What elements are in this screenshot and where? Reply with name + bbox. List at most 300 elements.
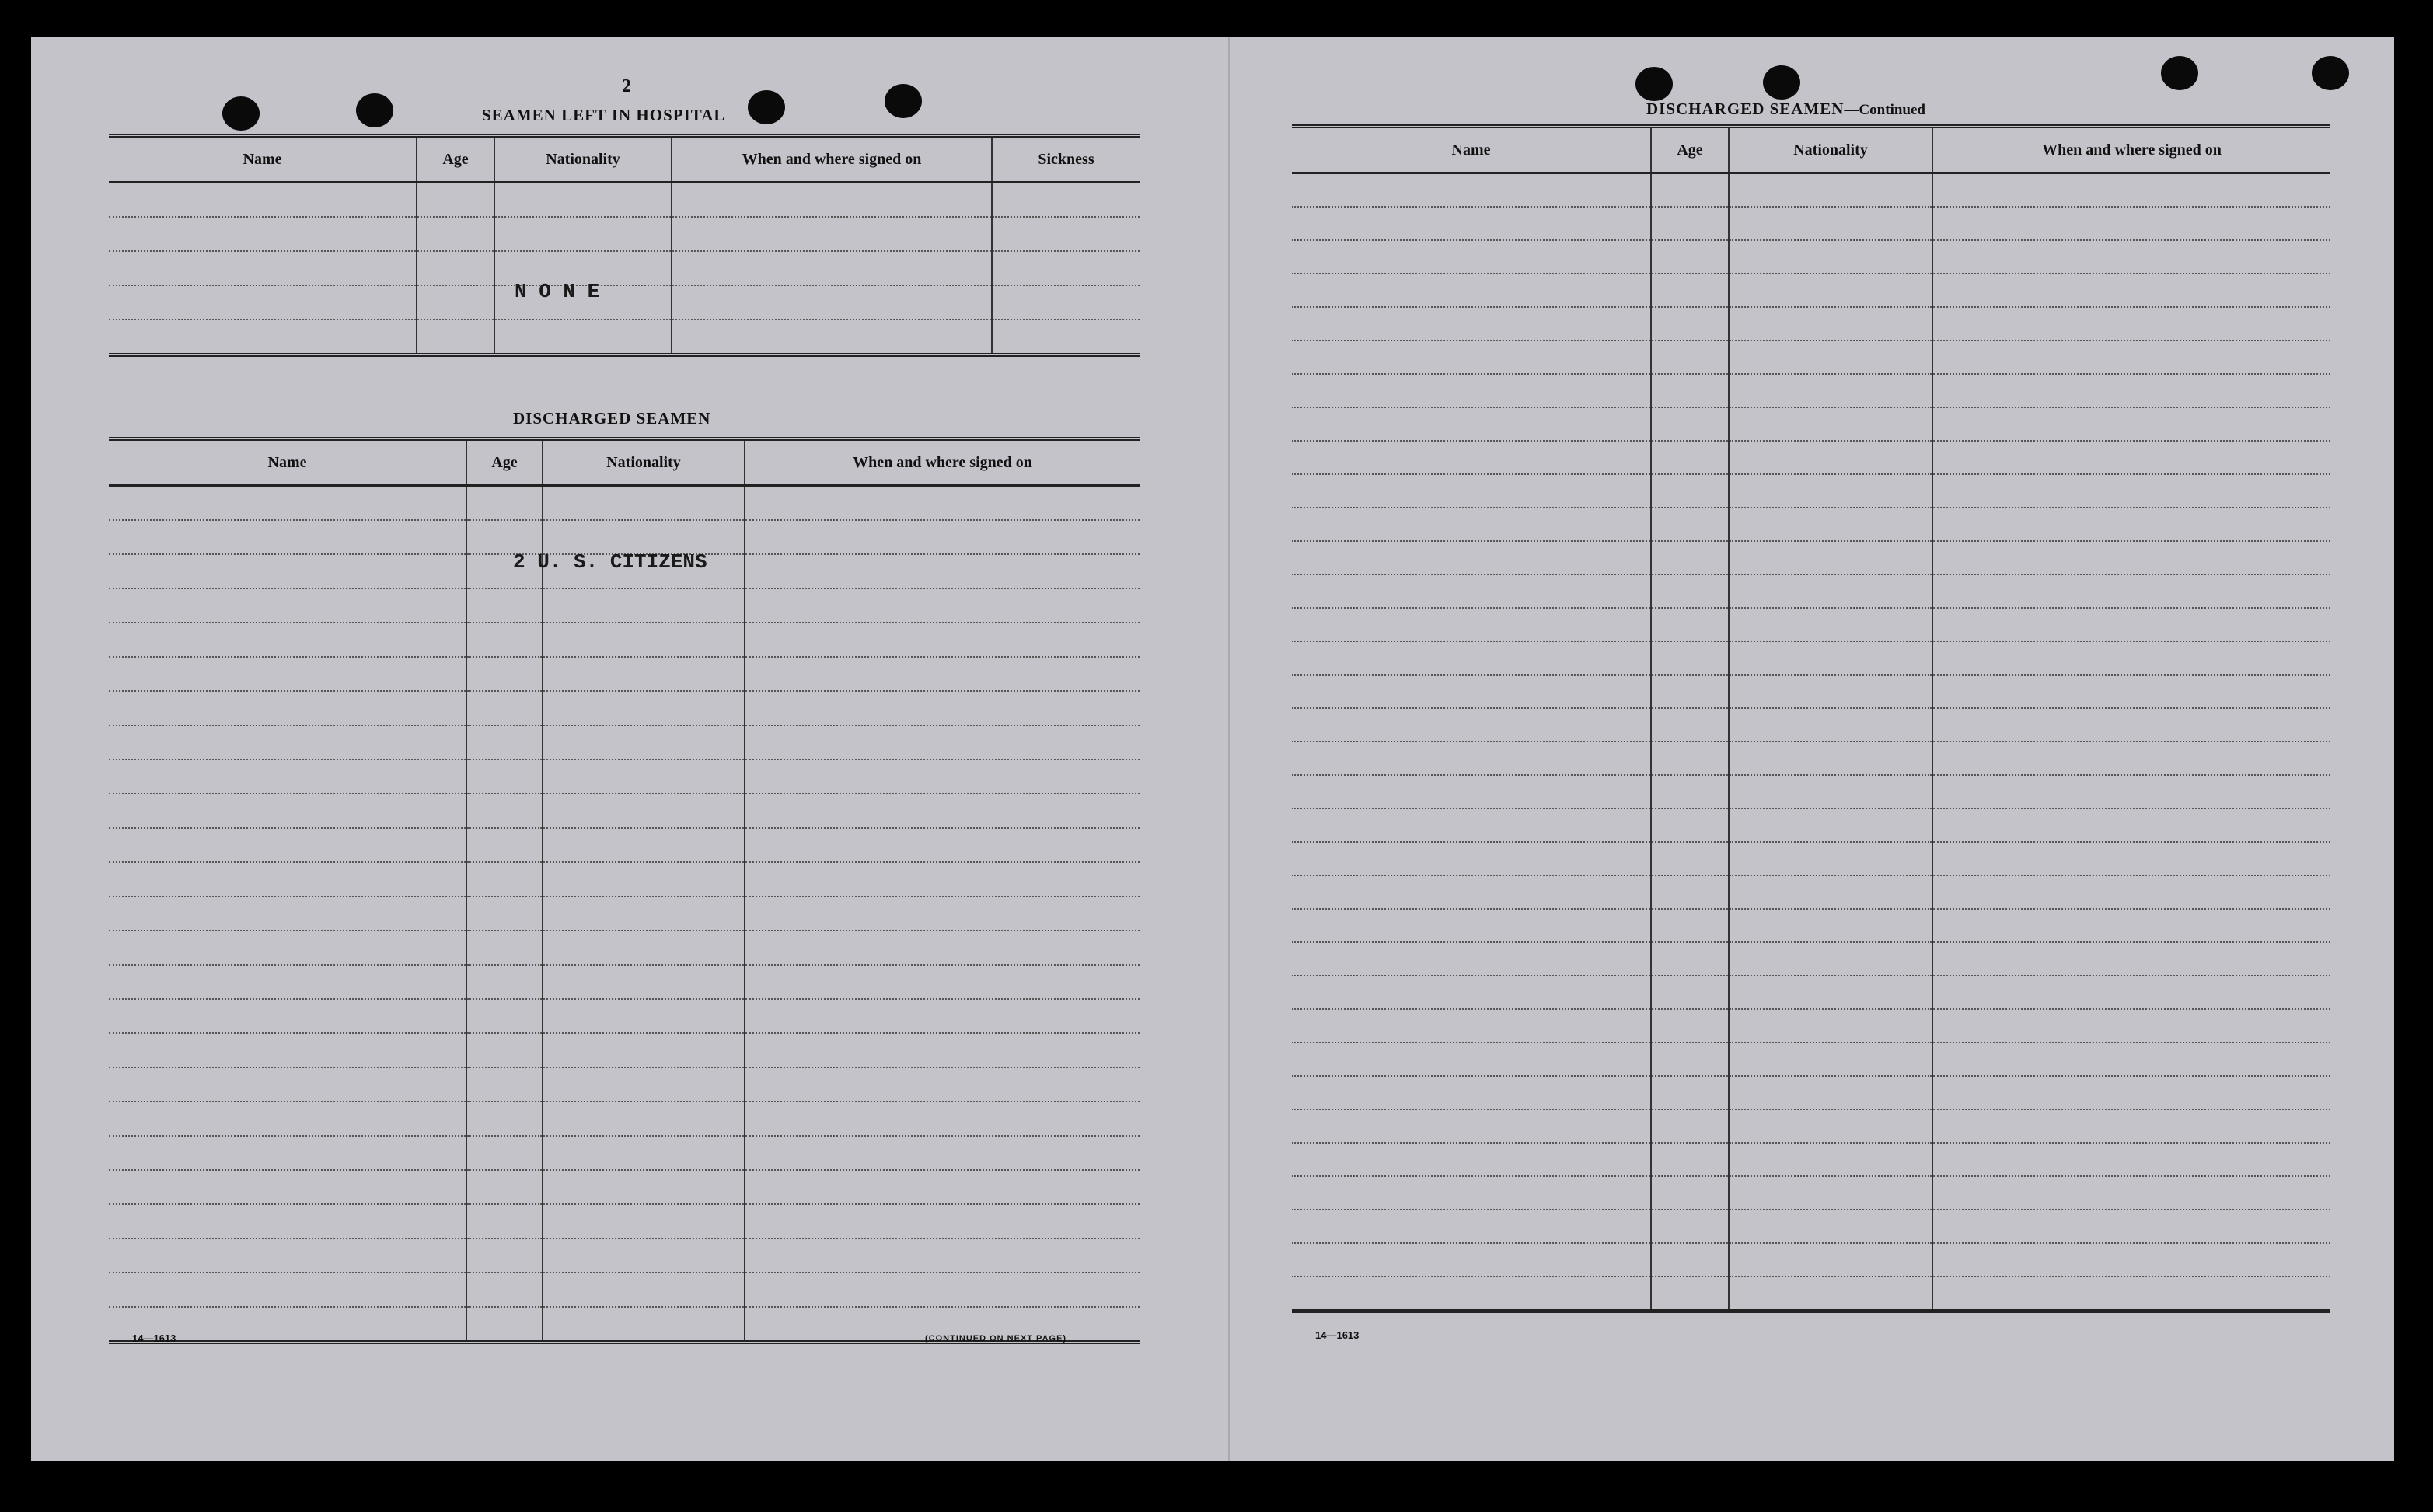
table-cell — [466, 725, 543, 759]
table-cell — [109, 657, 466, 691]
table-cell — [745, 931, 1140, 965]
table-cell — [417, 183, 494, 218]
table-cell — [543, 1136, 745, 1170]
table-cell — [109, 1102, 466, 1136]
table-row — [109, 251, 1140, 285]
table-cell — [1292, 441, 1651, 474]
table-row — [1292, 1276, 2330, 1311]
table-cell — [466, 1033, 543, 1067]
table-cell — [745, 486, 1140, 521]
table-row — [109, 1136, 1140, 1170]
table-cell — [417, 285, 494, 320]
table-cell — [1292, 976, 1651, 1009]
table-cell — [109, 217, 417, 251]
table-row — [1292, 407, 2330, 441]
table-cell — [543, 1238, 745, 1273]
table-cell — [1292, 608, 1651, 641]
table-cell — [1292, 1009, 1651, 1042]
table-cell — [1932, 742, 2330, 775]
table-cell — [543, 896, 745, 931]
table-cell — [109, 1238, 466, 1273]
table-cell — [1729, 307, 1932, 340]
table-cell — [1292, 1076, 1651, 1109]
table-cell — [1932, 541, 2330, 574]
table-cell — [109, 251, 417, 285]
table-cell — [1932, 1143, 2330, 1176]
right-title-main: DISCHARGED SEAMEN — [1646, 100, 1845, 118]
table-cell — [1292, 340, 1651, 374]
table-cell — [109, 1273, 466, 1307]
table-cell — [466, 1273, 543, 1307]
table-cell — [1292, 541, 1651, 574]
table-row — [1292, 1143, 2330, 1176]
table-cell — [1729, 875, 1932, 909]
table-cell — [1729, 1042, 1932, 1076]
table-row — [109, 1102, 1140, 1136]
table-cell — [1932, 708, 2330, 742]
table-cell — [543, 965, 745, 999]
table-row — [1292, 976, 2330, 1009]
punch-hole — [748, 90, 785, 124]
table-cell — [1729, 641, 1932, 675]
table-row — [109, 794, 1140, 828]
table-cell — [543, 1067, 745, 1102]
table-cell — [1729, 340, 1932, 374]
column-header: When and where signed on — [672, 136, 992, 183]
table-row — [109, 285, 1140, 320]
table-row — [1292, 474, 2330, 508]
table-cell — [543, 759, 745, 794]
table-cell — [1932, 307, 2330, 340]
hospital-table — [109, 134, 1140, 357]
table-cell — [109, 320, 417, 355]
right-table-header — [1292, 127, 2330, 173]
table-cell — [466, 588, 543, 623]
table-cell — [1651, 1042, 1729, 1076]
table-row — [1292, 173, 2330, 208]
table-row — [109, 486, 1140, 521]
table-row — [1292, 875, 2330, 909]
table-cell — [1292, 742, 1651, 775]
table-row — [1292, 340, 2330, 374]
table-cell — [543, 999, 745, 1033]
table-cell — [1729, 1109, 1932, 1143]
table-cell — [1292, 808, 1651, 842]
column-header: Age — [417, 136, 494, 183]
table-cell — [1651, 340, 1729, 374]
table-cell — [109, 931, 466, 965]
table-row — [1292, 1109, 2330, 1143]
table-row — [109, 217, 1140, 251]
table-row — [1292, 240, 2330, 274]
table-cell — [1932, 1009, 2330, 1042]
table-cell — [992, 183, 1140, 218]
table-row — [1292, 307, 2330, 340]
table-cell — [466, 999, 543, 1033]
table-cell — [1729, 608, 1932, 641]
table-cell — [1651, 708, 1729, 742]
table-cell — [1729, 240, 1932, 274]
table-cell — [1292, 842, 1651, 875]
table-row — [109, 183, 1140, 218]
table-cell — [109, 1136, 466, 1170]
table-cell — [1651, 909, 1729, 942]
table-cell — [1292, 909, 1651, 942]
table-row — [1292, 1176, 2330, 1210]
table-cell — [1292, 942, 1651, 976]
table-cell — [1729, 508, 1932, 541]
table-row — [109, 657, 1140, 691]
table-cell — [466, 691, 543, 725]
table-cell — [1729, 675, 1932, 708]
table-cell — [109, 520, 466, 554]
table-cell — [466, 1170, 543, 1204]
column-header: Age — [1651, 127, 1729, 173]
discharged-section-title: DISCHARGED SEAMEN — [513, 409, 711, 428]
column-header: When and where signed on — [745, 439, 1140, 486]
table-cell — [466, 828, 543, 862]
table-cell — [1932, 474, 2330, 508]
table-cell — [1292, 641, 1651, 675]
table-cell — [1292, 1176, 1651, 1210]
table-cell — [1729, 1276, 1932, 1311]
table-cell — [1932, 1243, 2330, 1276]
table-cell — [1932, 173, 2330, 208]
table-cell — [745, 1238, 1140, 1273]
form-number: 14—1613 — [132, 1332, 176, 1344]
table-row — [109, 862, 1140, 896]
table-row — [1292, 909, 2330, 942]
table-row — [109, 931, 1140, 965]
table-row — [1292, 641, 2330, 675]
table-cell — [1932, 976, 2330, 1009]
table-cell — [1932, 842, 2330, 875]
table-cell — [543, 1033, 745, 1067]
table-cell — [543, 862, 745, 896]
table-cell — [1651, 808, 1729, 842]
table-cell — [1292, 307, 1651, 340]
table-cell — [417, 251, 494, 285]
table-cell — [1932, 441, 2330, 474]
table-cell — [1932, 1109, 2330, 1143]
table-row — [109, 623, 1140, 657]
table-cell — [1729, 976, 1932, 1009]
table-cell — [1651, 675, 1729, 708]
table-cell — [1292, 1276, 1651, 1311]
column-header: Nationality — [1729, 127, 1932, 173]
column-header: Name — [109, 136, 417, 183]
table-cell — [1651, 641, 1729, 675]
table-cell — [466, 1102, 543, 1136]
table-row — [1292, 708, 2330, 742]
table-cell — [745, 1102, 1140, 1136]
table-cell — [1292, 574, 1651, 608]
table-cell — [1932, 909, 2330, 942]
table-cell — [1729, 742, 1932, 775]
table-cell — [1651, 976, 1729, 1009]
table-row — [109, 1033, 1140, 1067]
table-cell — [672, 285, 992, 320]
table-cell — [109, 862, 466, 896]
table-cell — [1729, 574, 1932, 608]
table-cell — [109, 896, 466, 931]
table-cell — [745, 965, 1140, 999]
table-cell — [1932, 374, 2330, 407]
table-cell — [1292, 1143, 1651, 1176]
table-cell — [543, 1204, 745, 1238]
table-cell — [1651, 1076, 1729, 1109]
table-cell — [672, 217, 992, 251]
right-page — [1228, 37, 2396, 1461]
table-cell — [1932, 274, 2330, 307]
table-cell — [1932, 775, 2330, 808]
table-cell — [466, 931, 543, 965]
table-cell — [1729, 775, 1932, 808]
table-cell — [109, 828, 466, 862]
table-cell — [1729, 441, 1932, 474]
table-cell — [543, 1170, 745, 1204]
table-cell — [1651, 842, 1729, 875]
table-cell — [1729, 1210, 1932, 1243]
table-cell — [1651, 541, 1729, 574]
table-cell — [1932, 1042, 2330, 1076]
table-cell — [992, 251, 1140, 285]
table-cell — [109, 285, 417, 320]
table-cell — [1932, 1176, 2330, 1210]
table-cell — [1292, 775, 1651, 808]
table-cell — [1651, 775, 1729, 808]
table-cell — [745, 725, 1140, 759]
table-row — [109, 1204, 1140, 1238]
column-header: Nationality — [494, 136, 672, 183]
table-row — [1292, 207, 2330, 240]
table-cell — [1729, 808, 1932, 842]
punch-hole — [1635, 67, 1673, 101]
table-cell — [1932, 608, 2330, 641]
table-row — [109, 1170, 1140, 1204]
document-sheet — [31, 37, 2394, 1461]
table-cell — [745, 1033, 1140, 1067]
table-cell — [1932, 875, 2330, 909]
right-title-suffix: —Continued — [1844, 102, 1925, 118]
table-cell — [109, 623, 466, 657]
table-cell — [1651, 173, 1729, 208]
table-cell — [543, 1307, 745, 1343]
table-cell — [494, 183, 672, 218]
table-cell — [109, 965, 466, 999]
table-cell — [417, 217, 494, 251]
table-cell — [1651, 374, 1729, 407]
table-row — [1292, 842, 2330, 875]
table-cell — [745, 896, 1140, 931]
table-row — [1292, 1009, 2330, 1042]
table-cell — [1292, 173, 1651, 208]
hospital-table-header — [109, 136, 1140, 183]
hospital-section-title: SEAMEN LEFT IN HOSPITAL — [482, 106, 726, 124]
table-cell — [1932, 574, 2330, 608]
table-row — [109, 588, 1140, 623]
table-cell — [1651, 207, 1729, 240]
table-cell — [1651, 274, 1729, 307]
table-cell — [466, 623, 543, 657]
hospital-entry: N O N E — [515, 280, 600, 303]
table-cell — [745, 1204, 1140, 1238]
table-cell — [1729, 407, 1932, 441]
table-cell — [466, 1067, 543, 1102]
table-cell — [466, 965, 543, 999]
table-cell — [1651, 1243, 1729, 1276]
table-cell — [745, 999, 1140, 1033]
table-cell — [745, 623, 1140, 657]
table-cell — [992, 285, 1140, 320]
table-cell — [543, 520, 745, 554]
table-cell — [1292, 474, 1651, 508]
table-cell — [1651, 1109, 1729, 1143]
table-cell — [1651, 1143, 1729, 1176]
table-cell — [109, 1170, 466, 1204]
table-row — [1292, 1210, 2330, 1243]
table-cell — [1729, 207, 1932, 240]
table-row — [109, 1273, 1140, 1307]
table-cell — [109, 725, 466, 759]
table-cell — [745, 1067, 1140, 1102]
discharged-table-header — [109, 439, 1140, 486]
table-cell — [1651, 742, 1729, 775]
table-cell — [1292, 708, 1651, 742]
table-cell — [1729, 1076, 1932, 1109]
table-cell — [466, 1204, 543, 1238]
table-cell — [745, 828, 1140, 862]
table-cell — [109, 794, 466, 828]
table-cell — [543, 691, 745, 725]
table-cell — [1932, 207, 2330, 240]
table-cell — [1651, 407, 1729, 441]
table-cell — [543, 486, 745, 521]
table-row — [109, 1238, 1140, 1273]
table-cell — [1651, 441, 1729, 474]
table-cell — [1651, 942, 1729, 976]
table-cell — [1932, 1076, 2330, 1109]
table-cell — [745, 794, 1140, 828]
table-cell — [1729, 274, 1932, 307]
table-cell — [1932, 407, 2330, 441]
table-cell — [1729, 173, 1932, 208]
table-cell — [109, 183, 417, 218]
table-cell — [1651, 1176, 1729, 1210]
table-cell — [1729, 374, 1932, 407]
table-cell — [466, 794, 543, 828]
table-cell — [543, 828, 745, 862]
table-cell — [109, 554, 466, 588]
table-cell — [1729, 708, 1932, 742]
table-cell — [1729, 1143, 1932, 1176]
table-cell — [543, 623, 745, 657]
column-header: Name — [1292, 127, 1651, 173]
table-cell — [466, 520, 543, 554]
form-number: 14—1613 — [1315, 1329, 1360, 1341]
table-row — [1292, 775, 2330, 808]
column-header: Sickness — [992, 136, 1140, 183]
table-row — [1292, 574, 2330, 608]
table-cell — [672, 251, 992, 285]
punch-hole — [356, 93, 393, 127]
table-cell — [1651, 1009, 1729, 1042]
punch-hole — [1763, 65, 1800, 100]
table-cell — [1729, 541, 1932, 574]
table-cell — [1729, 1176, 1932, 1210]
table-cell — [1292, 240, 1651, 274]
table-cell — [1651, 608, 1729, 641]
table-cell — [543, 1273, 745, 1307]
table-row — [1292, 508, 2330, 541]
column-header: Nationality — [543, 439, 745, 486]
table-row — [109, 896, 1140, 931]
table-cell — [543, 794, 745, 828]
table-cell — [109, 691, 466, 725]
table-cell — [466, 896, 543, 931]
table-cell — [1292, 1243, 1651, 1276]
right-section-title — [1646, 100, 1925, 119]
table-cell — [672, 183, 992, 218]
table-cell — [1292, 1042, 1651, 1076]
punch-hole — [2161, 56, 2198, 90]
table-cell — [745, 862, 1140, 896]
table-cell — [543, 725, 745, 759]
table-cell — [1651, 1210, 1729, 1243]
table-cell — [1729, 1243, 1932, 1276]
table-cell — [1729, 1009, 1932, 1042]
page-number: 2 — [622, 76, 631, 96]
table-cell — [466, 486, 543, 521]
table-cell — [109, 588, 466, 623]
table-cell — [466, 657, 543, 691]
table-cell — [466, 1136, 543, 1170]
table-cell — [992, 217, 1140, 251]
table-row — [1292, 441, 2330, 474]
table-cell — [1292, 875, 1651, 909]
table-cell — [1729, 474, 1932, 508]
table-cell — [494, 320, 672, 355]
table-cell — [543, 931, 745, 965]
table-cell — [109, 486, 466, 521]
table-row — [109, 520, 1140, 554]
column-header: Name — [109, 439, 466, 486]
table-cell — [109, 1033, 466, 1067]
table-cell — [1292, 274, 1651, 307]
table-cell — [1932, 240, 2330, 274]
table-cell — [1932, 1276, 2330, 1311]
table-row — [109, 828, 1140, 862]
table-cell — [1292, 675, 1651, 708]
table-cell — [1651, 508, 1729, 541]
table-row — [1292, 1243, 2330, 1276]
table-cell — [1651, 474, 1729, 508]
table-row — [1292, 608, 2330, 641]
table-row — [1292, 942, 2330, 976]
table-row — [1292, 742, 2330, 775]
table-cell — [1651, 307, 1729, 340]
table-cell — [109, 1204, 466, 1238]
punch-hole — [2312, 56, 2349, 90]
table-cell — [745, 691, 1140, 725]
column-header: When and where signed on — [1932, 127, 2330, 173]
table-row — [1292, 675, 2330, 708]
table-cell — [1932, 808, 2330, 842]
table-cell — [1292, 407, 1651, 441]
table-cell — [1729, 909, 1932, 942]
table-cell — [1932, 942, 2330, 976]
punch-hole — [885, 84, 922, 118]
